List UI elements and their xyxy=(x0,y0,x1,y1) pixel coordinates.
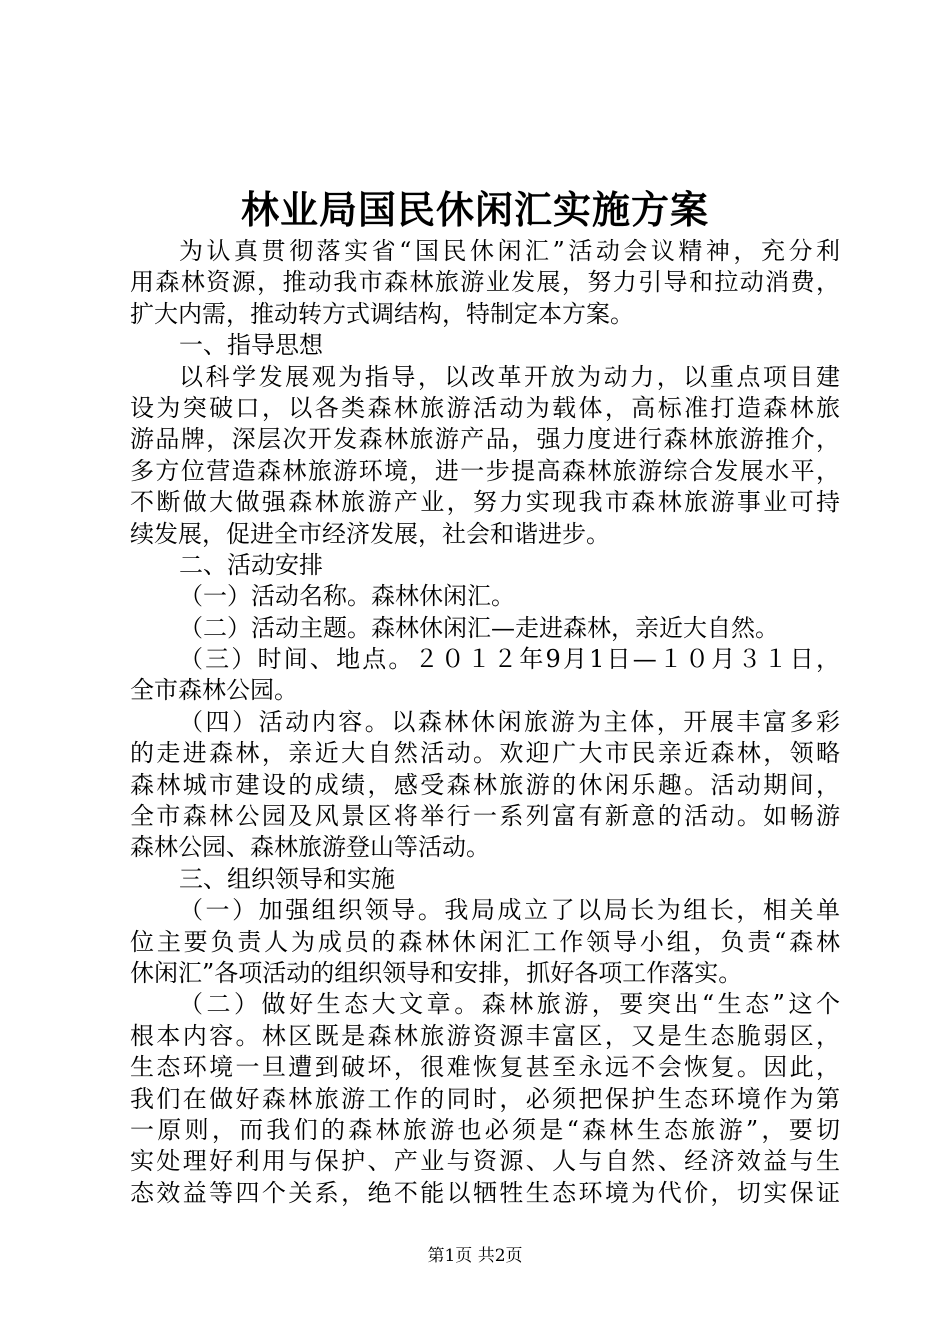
document-title: 林业局国民休闲汇实施方案 xyxy=(240,187,709,232)
body-line: 设为突破口，以各类森林旅游活动为载体，高标准打造森林旅 xyxy=(130,393,840,422)
body-line: 休闲汇”各项活动的组织领导和安排，抓好各项工作落实。 xyxy=(130,958,743,987)
body-line: 多方位营造森林旅游环境，进一步提高森林旅游综合发展水平， xyxy=(130,456,840,485)
body-line: 的走进森林，亲近大自然活动。欢迎广大市民亲近森林，领略 xyxy=(130,739,840,768)
body-line: 一、指导思想 xyxy=(179,331,323,360)
body-line: 用森林资源，推动我市森林旅游业发展，努力引导和拉动消费， xyxy=(130,268,840,297)
body-line: 位主要负责人为成员的森林休闲汇工作领导小组，负责“森林 xyxy=(130,927,840,956)
body-line: 根本内容。林区既是森林旅游资源丰富区，又是生态脆弱区， xyxy=(130,1021,840,1050)
body-line: 扩大内需，推动转方式调结构，特制定本方案。 xyxy=(130,299,634,328)
body-line: 以科学发展观为指导，以改革开放为动力，以重点项目建 xyxy=(179,362,840,391)
body-line: （二）活动主题。森林休闲汇—走进森林，亲近大自然。 xyxy=(179,613,779,642)
body-line: 续发展，促进全市经济发展，社会和谐进步。 xyxy=(130,519,610,548)
body-line: 态效益等四个关系，绝不能以牺牲生态环境为代价，切实保证 xyxy=(130,1178,840,1207)
body-line: 游品牌，深层次开发森林旅游产品，强力度进行森林旅游推介， xyxy=(130,425,840,454)
body-line: （三）时间、地点。２０１２年9月1日—１０月３１日， xyxy=(179,645,840,674)
body-line: 森林公园、森林旅游登山等活动。 xyxy=(130,833,490,862)
body-line: （四）活动内容。以森林休闲旅游为主体，开展丰富多彩 xyxy=(179,707,840,736)
body-line: 不断做大做强森林旅游产业，努力实现我市森林旅游事业可持 xyxy=(130,488,840,517)
body-line: （二）做好生态大文章。森林旅游，要突出“生态”这个 xyxy=(179,990,840,1019)
body-line: 实处理好利用与保护、产业与资源、人与自然、经济效益与生 xyxy=(130,1147,840,1176)
body-line: 我们在做好森林旅游工作的同时，必须把保护生态环境作为第 xyxy=(130,1084,840,1113)
body-line: 全市森林公园。 xyxy=(130,676,298,705)
body-line: 全市森林公园及风景区将举行一系列富有新意的活动。如畅游 xyxy=(130,802,840,831)
body-line: 一原则，而我们的森林旅游也必须是“森林生态旅游”，要切 xyxy=(130,1115,840,1144)
body-line: （一）加强组织领导。我局成立了以局长为组长，相关单 xyxy=(179,896,840,925)
body-line: 森林城市建设的成绩，感受森林旅游的休闲乐趣。活动期间， xyxy=(130,770,840,799)
body-line: 生态环境一旦遭到破坏，很难恢复甚至永远不会恢复。因此， xyxy=(130,1053,840,1082)
body-line: （一）活动名称。森林休闲汇。 xyxy=(179,582,515,611)
page-footer: 第1页 共2页 xyxy=(427,1246,523,1266)
body-line: 为认真贯彻落实省“国民休闲汇”活动会议精神，充分利 xyxy=(179,237,840,265)
body-line: 二、活动安排 xyxy=(179,550,323,579)
document-body xyxy=(130,236,840,1209)
body-line: 三、组织领导和实施 xyxy=(179,864,395,893)
